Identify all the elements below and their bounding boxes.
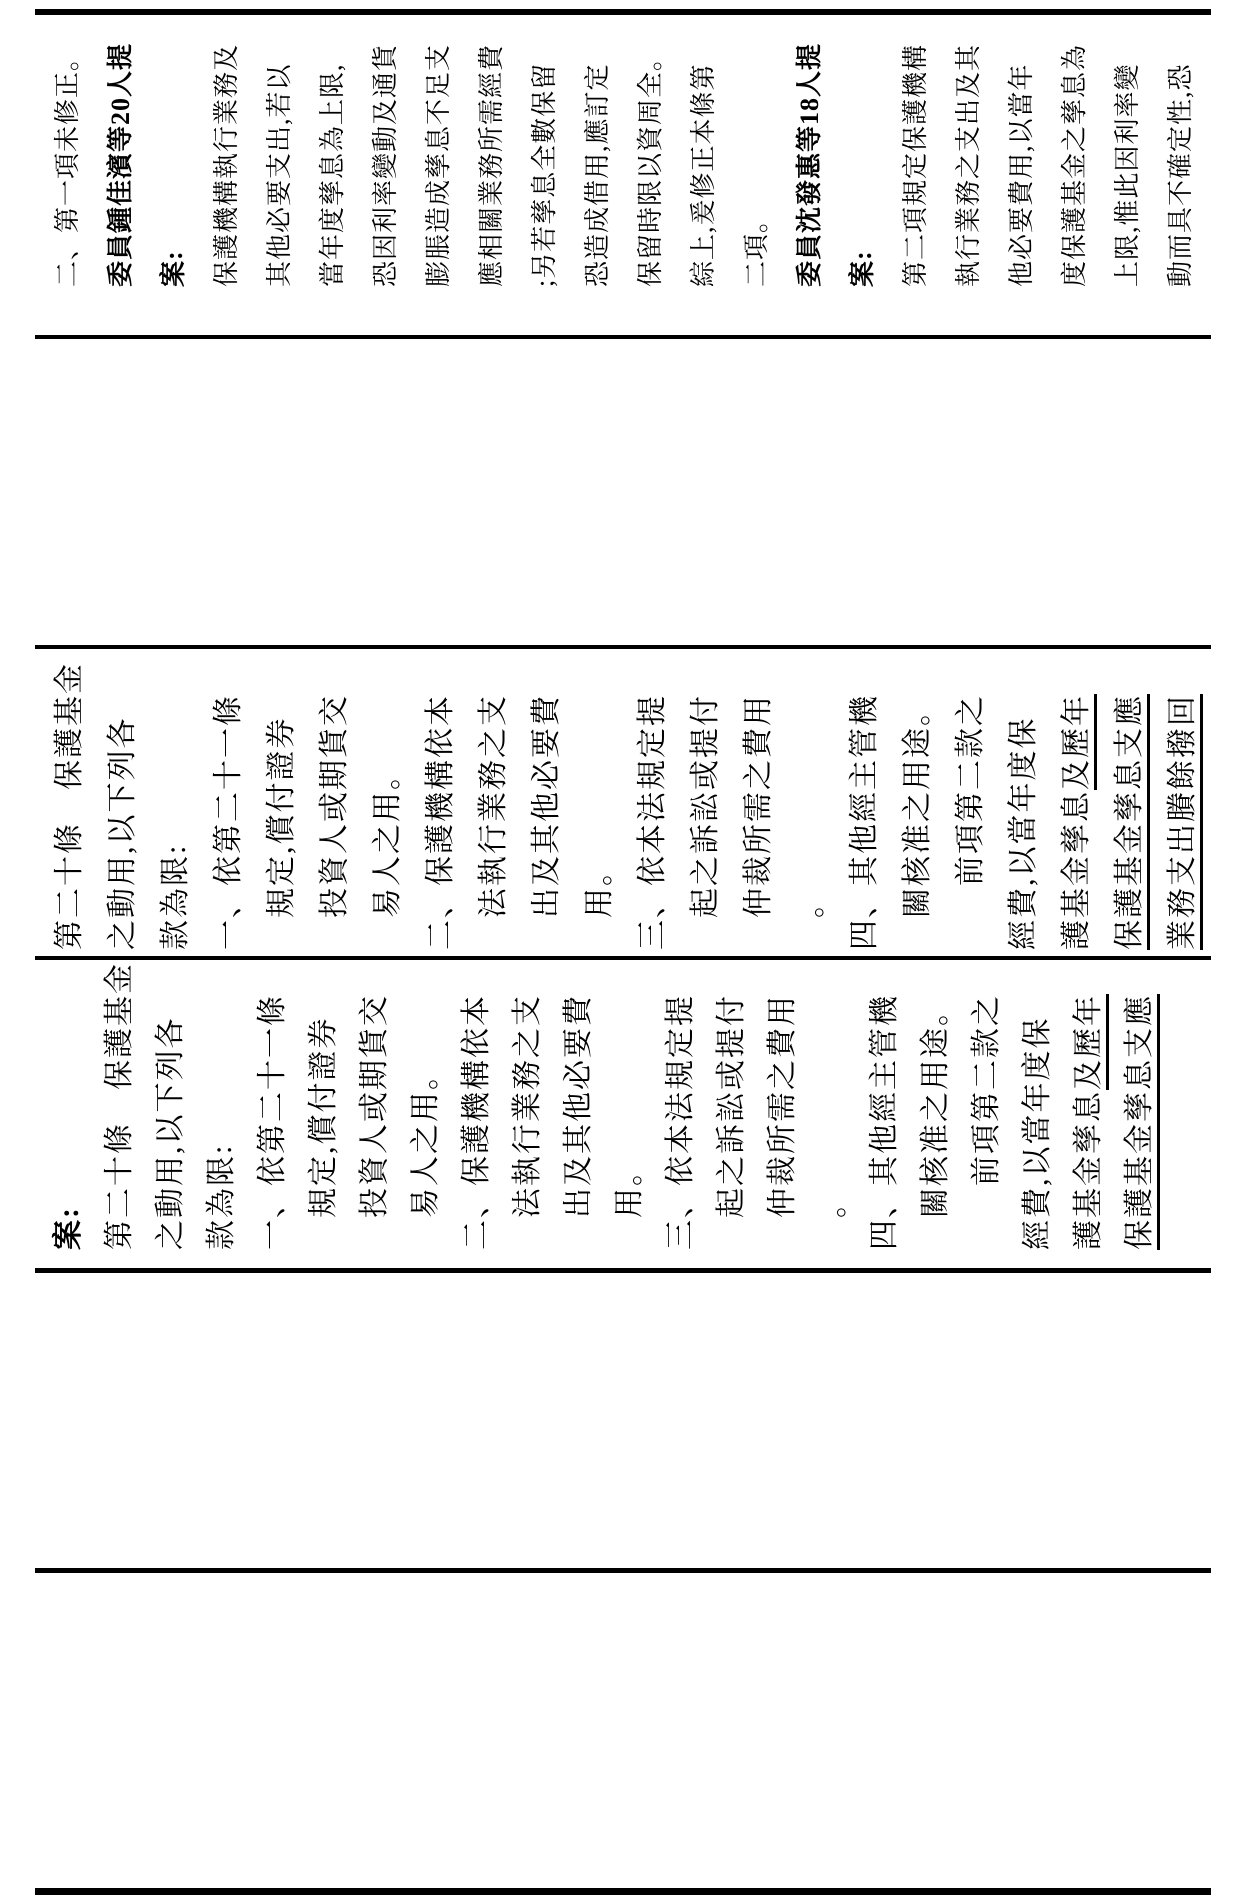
text-segment: 出及其他必要費 — [562, 994, 595, 1250]
text-segment: 易人之用。 — [371, 758, 404, 950]
underlined-amendment-text: 及歷年 — [1060, 694, 1097, 790]
text-segment: 委員鍾佳濱等20人提 — [106, 42, 135, 287]
text-line — [359, 31, 412, 287]
text-segment: 。 — [817, 1186, 850, 1250]
text-segment: 用。 — [583, 854, 616, 950]
text-segment: 一、依第二十一條 — [212, 694, 245, 950]
underlined-amendment-text: 及歷年 — [1072, 994, 1109, 1090]
text-line — [836, 31, 889, 287]
text-segment: 二、第一項未修正。 — [53, 43, 82, 287]
text-segment: 三、依本法規定提 — [664, 994, 697, 1250]
cell-empty-3 — [35, 339, 1211, 645]
text-segment: 仲裁所需之費用 — [742, 694, 775, 950]
text-segment: 前項第二款之 — [954, 694, 987, 950]
text-segment: 投資人或期貨交 — [358, 994, 391, 1250]
text-segment: 第二十條 保護基金 — [53, 662, 86, 950]
text-segment: 仲裁所需之費用 — [766, 994, 799, 1250]
text-segment: 保護機構執行業務及 — [212, 43, 241, 287]
text-line — [783, 31, 836, 287]
text-segment: 款為限: — [205, 1143, 238, 1250]
text-line — [553, 964, 604, 1250]
text-line — [200, 31, 253, 287]
text-line — [400, 964, 451, 1250]
text-segment: 保留時限以資周全。 — [636, 43, 665, 287]
text-line — [43, 653, 96, 950]
text-line — [298, 964, 349, 1250]
text-line — [889, 31, 942, 287]
text-segment: 上限,惟此因利率變 — [1113, 63, 1142, 287]
text-segment: ;另若孳息全數保留 — [530, 62, 559, 287]
text-line — [145, 964, 196, 1250]
text-segment: 四、其他經主管機 — [868, 994, 901, 1250]
text-segment: 度保護基金之孳息為 — [1060, 43, 1089, 287]
text-line — [308, 653, 361, 950]
text-segment: 當年度孳息為上限, — [318, 63, 347, 287]
text-segment: 動而具不確定性,恐 — [1166, 63, 1195, 287]
text-line — [679, 653, 732, 950]
text-line — [785, 653, 838, 950]
text-line — [730, 31, 783, 287]
text-line — [1050, 653, 1103, 950]
text-segment: 關核准之用途。 — [901, 694, 934, 950]
text-segment: 四、其他經主管機 — [848, 694, 881, 950]
text-segment: 出及其他必要費 — [530, 694, 563, 950]
underlined-amendment-text: 業務支出賸餘撥回 — [1166, 694, 1203, 950]
text-line — [624, 31, 677, 287]
text-line — [465, 31, 518, 287]
text-line — [96, 653, 149, 950]
text-segment: 執行業務之支出及其 — [954, 43, 983, 287]
cell-empty-1 — [35, 1573, 1211, 1888]
text-segment: 護基金孳息 — [1072, 1090, 1105, 1250]
text-segment: 之動用,以下列各 — [154, 1016, 187, 1250]
text-line — [995, 31, 1048, 287]
text-segment: 二、保護機構依本 — [424, 694, 457, 950]
underlined-amendment-text: 保護基金孳息支應 — [1123, 994, 1160, 1250]
text-line — [349, 964, 400, 1250]
text-segment: 案: — [52, 1206, 85, 1250]
text-line — [94, 31, 147, 287]
text-line — [838, 653, 891, 950]
text-line — [961, 964, 1012, 1250]
text-line — [1063, 964, 1114, 1250]
text-segment: 經費,以當年度保 — [1021, 1016, 1054, 1250]
text-line — [412, 31, 465, 287]
text-line — [253, 31, 306, 287]
text-segment: 法執行業務之支 — [477, 694, 510, 950]
text-segment: 一、依第二十一條 — [256, 994, 289, 1250]
text-line — [306, 31, 359, 287]
text-segment: 綜上,爰修正本條第 — [689, 63, 718, 287]
text-line — [1012, 964, 1063, 1250]
text-segment: 第二十條 保護基金 — [103, 962, 136, 1250]
text-line — [467, 653, 520, 950]
text-segment: 恐造成借用,應訂定 — [583, 63, 612, 287]
text-line — [1103, 653, 1156, 950]
text-line — [518, 31, 571, 287]
text-segment: 。 — [795, 886, 828, 950]
text-line — [196, 964, 247, 1250]
text-segment: 經費,以當年度保 — [1007, 716, 1040, 950]
text-segment: 投資人或期貨交 — [318, 694, 351, 950]
text-line — [1154, 31, 1207, 287]
text-line — [1048, 31, 1101, 287]
text-line — [1101, 31, 1154, 287]
text-line — [604, 964, 655, 1250]
text-segment: 第二項規定保護機構 — [901, 43, 930, 287]
text-segment: 案: — [159, 250, 188, 287]
text-segment: 起之訴訟或提付 — [715, 994, 748, 1250]
text-line — [202, 653, 255, 950]
cell-empty-2 — [35, 1273, 1211, 1568]
text-segment: 款為限: — [159, 843, 192, 950]
text-segment: 規定,償付證券 — [265, 716, 298, 950]
text-line — [942, 31, 995, 287]
text-line — [502, 964, 553, 1250]
table-border-left-bar — [35, 1888, 1211, 1895]
text-line — [997, 653, 1050, 950]
text-line — [626, 653, 679, 950]
text-line — [147, 31, 200, 287]
text-line — [451, 964, 502, 1250]
cell-proposal-text-b — [35, 649, 1211, 955]
text-segment: 關核准之用途。 — [919, 994, 952, 1250]
text-line — [706, 964, 757, 1250]
cell-proposal-text-a — [35, 960, 1211, 1263]
text-segment: 二項。 — [742, 205, 771, 287]
text-line — [361, 653, 414, 950]
text-line — [677, 31, 730, 287]
text-segment: 膨脹造成孳息不足支 — [424, 43, 453, 287]
text-line — [910, 964, 961, 1250]
text-segment: 起之訴訟或提付 — [689, 694, 722, 950]
text-line — [149, 653, 202, 950]
text-line — [520, 653, 573, 950]
text-segment: 用。 — [613, 1154, 646, 1250]
text-segment: 恐因利率變動及通貨 — [371, 43, 400, 287]
text-segment: 三、依本法規定提 — [636, 694, 669, 950]
text-segment: 其他必要支出,若以 — [265, 63, 294, 287]
text-line — [808, 964, 859, 1250]
text-line — [859, 964, 910, 1250]
text-segment: 之動用,以下列各 — [106, 716, 139, 950]
text-line — [1114, 964, 1165, 1250]
text-segment: 護基金孳息 — [1060, 790, 1093, 950]
text-segment: 規定,償付證券 — [307, 1016, 340, 1250]
text-line — [94, 964, 145, 1250]
text-segment: 法執行業務之支 — [511, 994, 544, 1250]
text-line — [891, 653, 944, 950]
text-line — [944, 653, 997, 950]
text-line — [757, 964, 808, 1250]
text-segment: 案: — [848, 250, 877, 287]
text-line — [573, 653, 626, 950]
text-segment: 應相關業務所需經費 — [477, 43, 506, 287]
text-line — [43, 964, 94, 1250]
text-line — [732, 653, 785, 950]
text-segment: 他必要費用,以當年 — [1007, 63, 1036, 287]
text-line — [1156, 653, 1209, 950]
text-line — [571, 31, 624, 287]
cell-explanation — [35, 15, 1211, 331]
text-line — [414, 653, 467, 950]
text-segment: 委員沈發惠等18人提 — [795, 42, 824, 287]
text-segment: 易人之用。 — [409, 1058, 442, 1250]
text-line — [655, 964, 706, 1250]
underlined-amendment-text: 保護基金孳息支應 — [1113, 694, 1150, 950]
text-line — [255, 653, 308, 950]
text-segment: 二、保護機構依本 — [460, 994, 493, 1250]
text-line — [247, 964, 298, 1250]
text-line — [41, 31, 94, 287]
text-segment: 前項第二款之 — [970, 994, 1003, 1250]
